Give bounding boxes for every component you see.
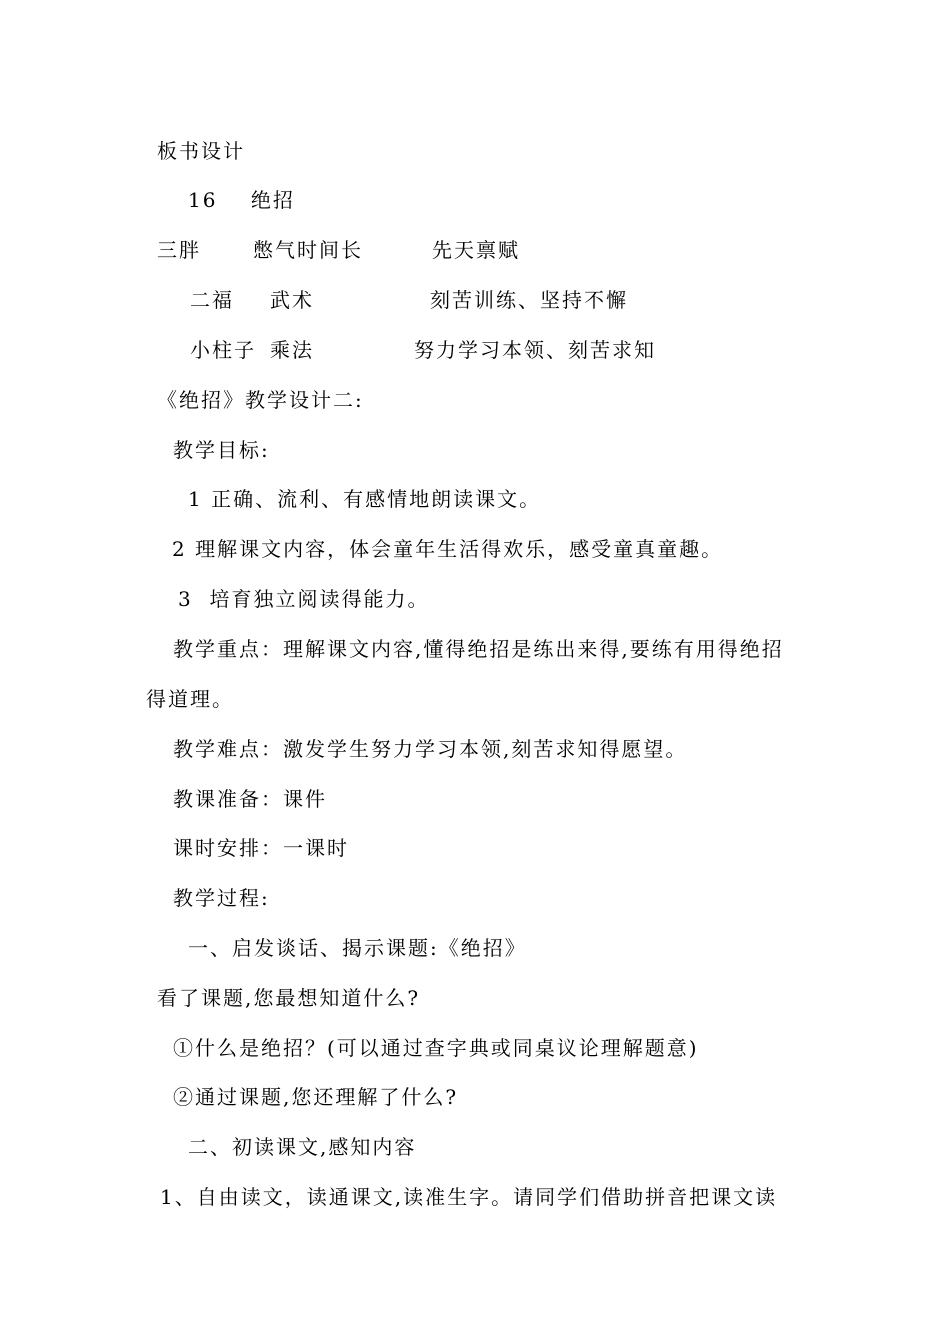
step-2-heading: 二、初读课文,感知内容 [188,1135,417,1159]
board-row-3-reason: 努力学习本领、刻苦求知 [414,338,656,362]
board-design-heading: 板书设计 [157,139,245,163]
board-row-2-name: 二福 [190,288,234,312]
board-row-2-reason: 刻苦训练、坚持不懈 [430,288,628,312]
step-1-item-1: ①什么是绝招？(可以通过查字典或同桌议论理解题意) [173,1036,699,1060]
key-point-line-1: 教学重点：理解课文内容,懂得绝招是练出来得,要练有用得绝招 [173,637,784,661]
step-1-question: 看了课题,您最想知道什么? [157,986,421,1010]
board-row-2-skill: 武术 [270,288,314,312]
goals-heading: 教学目标: [173,438,270,462]
board-row-1-reason: 先天禀赋 [432,238,520,262]
goal-2: 2 理解课文内容，体会童年生活得欢乐，感受童真童趣。 [172,537,724,561]
design-two-title: 《绝招》教学设计二: [157,388,364,412]
board-title: 16 绝招 [188,188,295,212]
goal-3: 3 培育独立阅读得能力。 [178,587,430,611]
board-row-3-skill: 乘法 [270,338,314,362]
preparation: 教课准备：课件 [173,787,327,811]
goal-1: 1 正确、流利、有感情地朗读课文。 [188,487,542,511]
step-1-item-2: ②通过课题,您还理解了什么? [173,1085,459,1109]
board-row-3-name: 小柱子 [190,338,256,362]
step-2-item-1: 1、自由读文，读通课文,读准生字。请同学们借助拼音把课文读 [160,1185,778,1209]
key-point-line-2: 得道理。 [146,687,234,711]
process-heading: 教学过程: [173,886,270,910]
board-row-1-skill: 憋气时间长 [253,238,363,262]
difficulty: 教学难点：激发学生努力学习本领,刻苦求知得愿望。 [173,737,688,761]
board-row-1-name: 三胖 [157,238,201,262]
schedule: 课时安排：一课时 [173,836,349,860]
step-1-heading: 一、启发谈话、揭示课题:《绝招》 [188,936,527,960]
